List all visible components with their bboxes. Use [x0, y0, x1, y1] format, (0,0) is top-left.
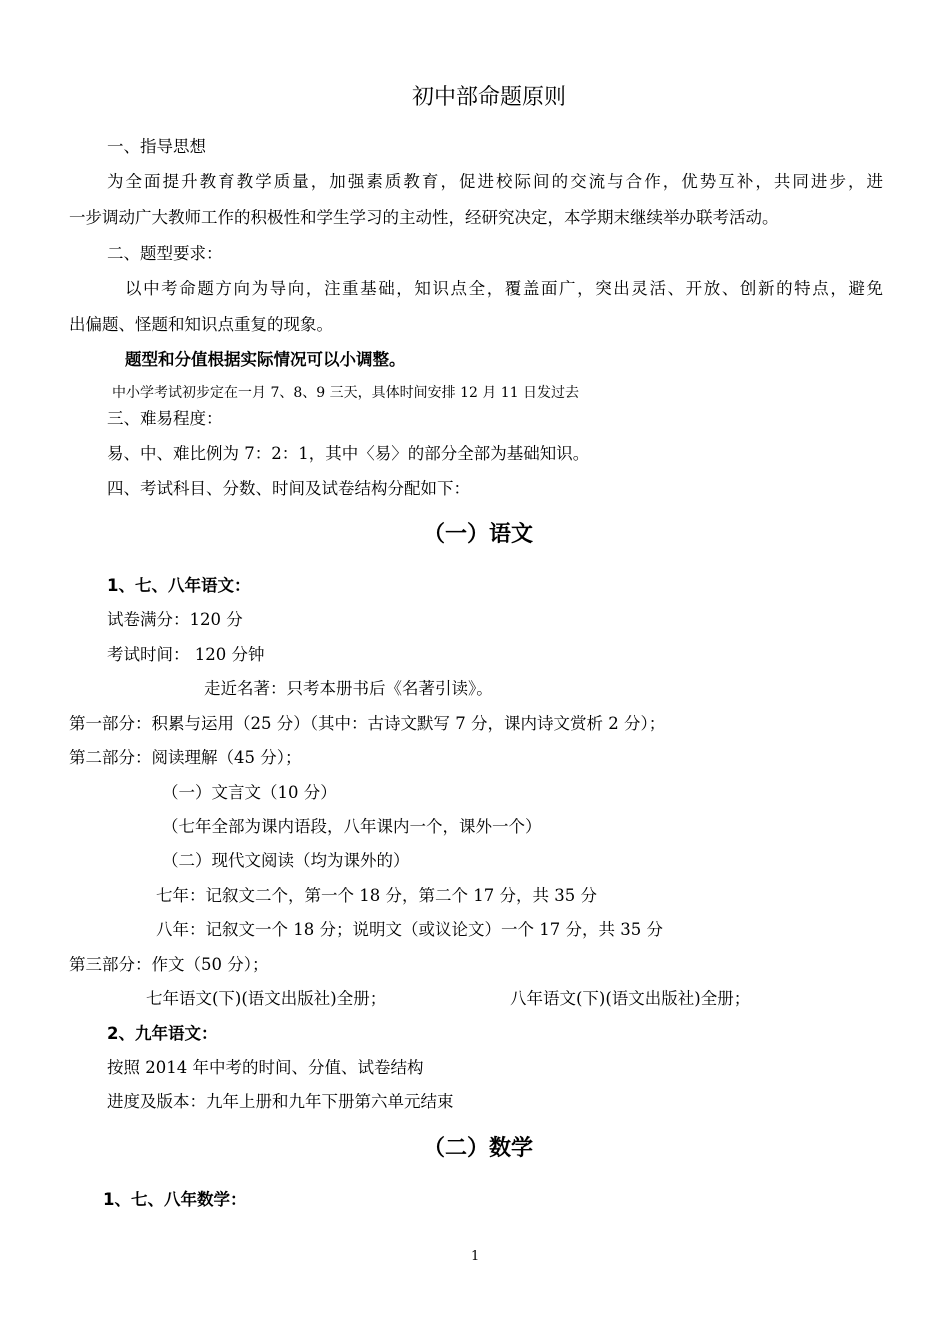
chinese-exam-time: 考试时间： 120 分钟 — [107, 645, 265, 664]
chinese-grade9-line-2: 进度及版本：九年上册和九年下册第六单元结束 — [107, 1092, 454, 1111]
section-3-text: 易、中、难比例为 7：2：1，其中〈易〉的部分全部为基础知识。 — [107, 444, 590, 463]
section-1-paragraph-line-2: 一步调动广大教师工作的积极性和学生学习的主动性，经研究决定，本学期末继续举办联考活动。 — [69, 208, 779, 227]
chinese-part-2-a-note: （七年全部为课内语段，八年课内一个，课外一个） — [162, 817, 542, 836]
math-grade78-title: 1、七、八年数学： — [103, 1190, 247, 1209]
section-2-paragraph-line-2: 出偏题、怪题和知识点重复的现象。 — [69, 315, 333, 334]
chinese-book-grade8: 八年语文(下)(语文出版社)全册； — [510, 989, 751, 1008]
section-1-heading: 一、指导思想 — [107, 137, 206, 156]
section-2-paragraph-line-1: 以中考命题方向为导向，注重基础，知识点全，覆盖面广，突出灵活、开放、创新的特点，避免 — [125, 279, 883, 298]
section-2-heading: 二、题型要求： — [107, 244, 223, 263]
section-2-small-note: 中小学考试初步定在一月 7、8、9 三天，具体时间安排 12 月 11 日发过去 — [112, 385, 580, 401]
chinese-part-2-b-grade7: 七年：记叙文二个，第一个 18 分，第二个 17 分，共 35 分 — [156, 886, 597, 905]
chinese-classics: 走近名著：只考本册书后《名著引读》。 — [204, 679, 493, 698]
section-3-heading: 三、难易程度： — [107, 409, 223, 428]
chinese-part-1: 第一部分：积累与运用（25 分）（其中：古诗文默写 7 分，课内诗文赏析 2 分）； — [69, 714, 666, 733]
chinese-book-grade7: 七年语文(下)(语文出版社)全册； — [146, 989, 387, 1008]
page-title: 初中部命题原则 — [412, 85, 567, 110]
chinese-part-3: 第三部分：作文（50 分）； — [69, 955, 269, 974]
chinese-grade9-title: 2、九年语文： — [107, 1024, 218, 1043]
chinese-part-2-b: （二）现代文阅读（均为课外的） — [162, 851, 410, 870]
math-heading: （二）数学 — [423, 1136, 534, 1161]
chinese-heading: （一）语文 — [423, 522, 534, 547]
section-4-heading: 四、考试科目、分数、时间及试卷结构分配如下： — [107, 479, 470, 498]
chinese-grade9-line-1: 按照 2014 年中考的时间、分值、试卷结构 — [107, 1058, 424, 1077]
page-number: 1 — [471, 1249, 480, 1264]
chinese-part-2-b-grade8: 八年：记叙文一个 18 分；说明文（或议论文）一个 17 分，共 35 分 — [156, 920, 663, 939]
chinese-part-2-a: （一）文言文（10 分） — [162, 783, 337, 802]
chinese-part-2: 第二部分：阅读理解（45 分）； — [69, 748, 302, 767]
section-2-bold-note: 题型和分值根据实际情况可以小调整。 — [125, 350, 406, 369]
chinese-full-score: 试卷满分：120 分 — [107, 610, 243, 629]
section-1-paragraph-line-1: 为全面提升教育教学质量，加强素质教育，促进校际间的交流与合作，优势互补，共同进步，进 — [107, 172, 883, 191]
chinese-grade78-title: 1、七、八年语文： — [107, 576, 251, 595]
